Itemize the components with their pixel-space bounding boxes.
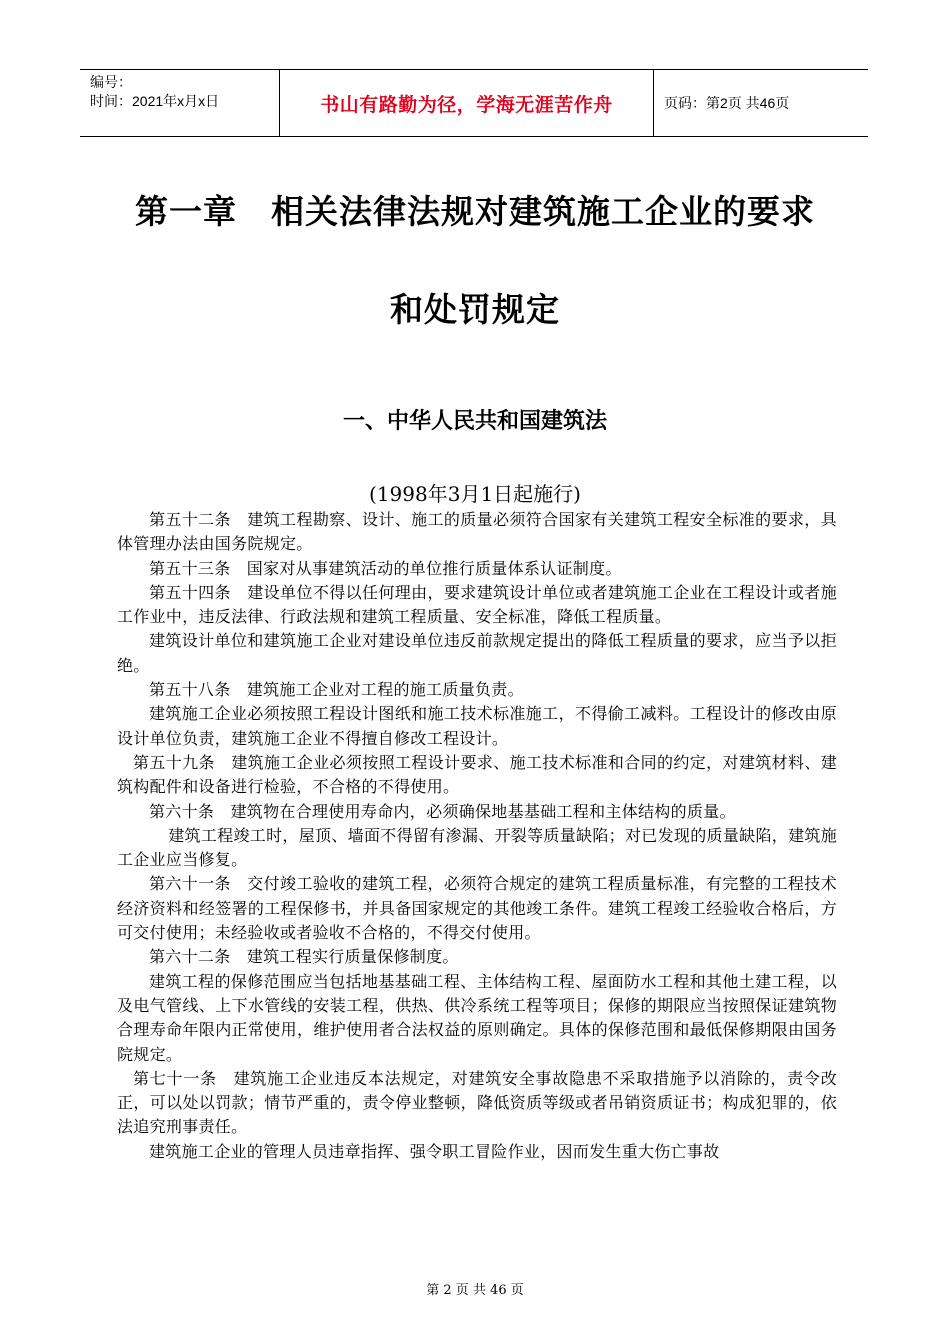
header-motto: 书山有路勤为径，学海无涯苦作舟 bbox=[280, 70, 654, 136]
chapter-title-line2: 和处罚规定 bbox=[390, 290, 560, 329]
paragraph: 第五十三条 国家对从事建筑活动的单位推行质量体系认证制度。 bbox=[149, 558, 622, 578]
paragraph: 第六十一条 交付竣工验收的建筑工程，必须符合规定的建筑工程质量标准，有完整的工程技术经济资料和经签署的工程保修书，并具备国家规定的其他竣工条件。建筑工程竣工经验收合格后，方可交付使用；未经验收或者验收不合格的，不得交付使用。 bbox=[117, 874, 837, 943]
page-footer: 第 2 页 共 46 页 bbox=[426, 1283, 524, 1298]
document-number-label: 编号： bbox=[90, 74, 132, 90]
paragraph: 第六十条 建筑物在合理使用寿命内，必须确保地基基础工程和主体结构的质量。 bbox=[149, 801, 736, 821]
body-text bbox=[117, 508, 837, 1164]
paragraph: 建筑施工企业的管理人员违章指挥、强令职工冒险作业，因而发生重大伤亡事故 bbox=[149, 1141, 720, 1161]
paragraph: 建筑施工企业必须按照工程设计图纸和施工技术标准施工，不得偷工减料。工程设计的修改由原设计单位负责，建筑施工企业不得擅自修改工程设计。 bbox=[117, 704, 837, 748]
header-meta-cell bbox=[80, 70, 280, 136]
chapter-title-line1: 第一章 相关法律法规对建筑施工企业的要求 bbox=[135, 192, 815, 231]
paragraph: 第五十四条 建设单位不得以任何理由，要求建筑设计单位或者建筑施工企业在工程设计或者施工作业中，违反法律、行政法规和建筑工程质量、安全标准，降低工程质量。 bbox=[117, 582, 837, 627]
paragraph: 第五十二条 建筑工程勘察、设计、施工的质量必须符合国家有关建筑工程安全标准的要求，具体管理办法由国务院规定。 bbox=[117, 510, 837, 554]
paragraph: 第五十八条 建筑施工企业对工程的施工质量负责。 bbox=[149, 680, 524, 700]
paragraph: 第七十一条 建筑施工企业违反本法规定，对建筑安全事故隐患不采取措施予以消除的，责令改正，可以处以罚款；情节严重的，责令停业整顿，降低资质等级或者吊销资质证书；构成犯罪的，依法追究刑事责任。 bbox=[117, 1068, 837, 1137]
page-header bbox=[80, 69, 868, 137]
paragraph: 建筑工程竣工时，屋顶、墙面不得留有渗漏、开裂等质量缺陷；对已发现的质量缺陷，建筑施工企业应当修复。 bbox=[117, 825, 837, 870]
document-time-label: 时间：2021年x月x日 bbox=[90, 93, 220, 109]
paragraph: 第六十二条 建筑工程实行质量保修制度。 bbox=[149, 947, 459, 967]
section-title: 一、中华人民共和国建筑法 bbox=[342, 409, 607, 434]
paragraph: 建筑设计单位和建筑施工企业对建设单位违反前款规定提出的降低工程质量的要求，应当予以拒绝。 bbox=[117, 631, 837, 675]
header-page-info: 页码：第2页 共46页 bbox=[664, 95, 790, 111]
paragraph: 第五十九条 建筑施工企业必须按照工程设计要求、施工技术标准和合同的约定，对建筑材料、建筑构配件和设备进行检验，不合格的不得使用。 bbox=[117, 752, 837, 797]
effective-date: (1998年3月1日起施行) bbox=[369, 482, 581, 506]
paragraph: 建筑工程的保修范围应当包括地基基础工程、主体结构工程、屋面防水工程和其他土建工程，以及电气管线、上下水管线的安装工程，供热、供冷系统工程等项目；保修的期限应当按照保证建筑物合理寿命年限内正常使用，维护使用者合法权益的原则确定。具体的保修范围和最低保修期限由国务院规定。 bbox=[117, 971, 837, 1064]
